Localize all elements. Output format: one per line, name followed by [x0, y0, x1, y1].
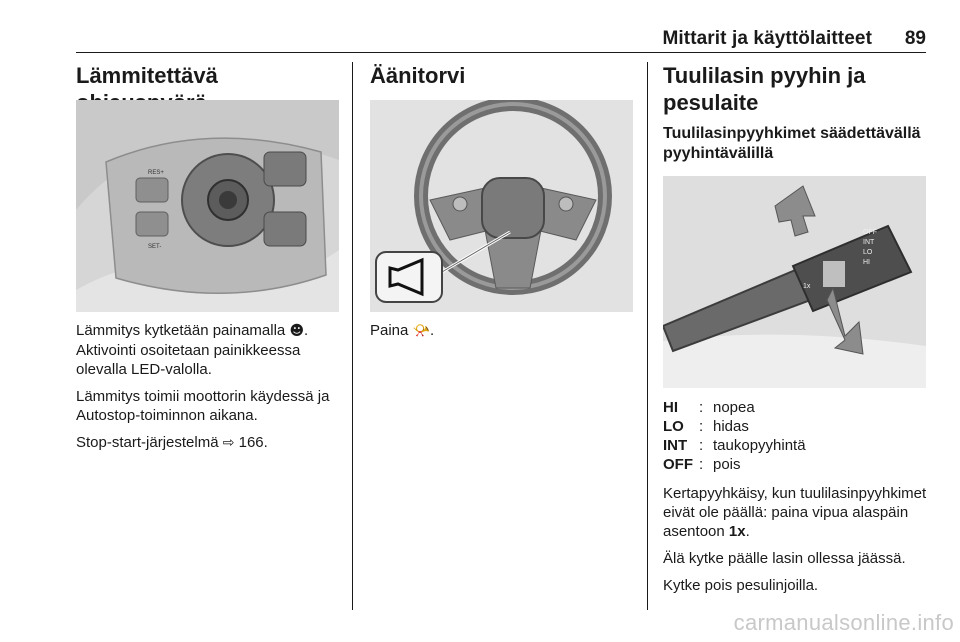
header-rule [76, 52, 926, 53]
horn-instruction: Paina 📯. [370, 322, 435, 339]
position-value: pois [713, 456, 741, 473]
position-value: taukopyyhintä [713, 437, 806, 454]
wiper-positions-list: HI : nopea LO : hidas INT : taukopyyhintä OFF : pois [663, 398, 933, 474]
watermark: carmanualsonline.info [733, 610, 954, 635]
page-number: 89 [904, 28, 926, 49]
frozen-glass-warning: Älä kytke päälle lasin ollessa jäässä. [663, 550, 906, 567]
lever-off-label: OFF [863, 229, 877, 236]
heated-wheel-icon: ☻ [289, 323, 305, 339]
steering-wheel-controls-illustration [76, 100, 339, 312]
position-key: HI [663, 399, 678, 416]
lever-1x-label: 1x [803, 283, 811, 290]
position-key: INT [663, 437, 688, 454]
set-label: SET- [148, 244, 162, 250]
position-value: hidas [713, 418, 749, 435]
column-divider [352, 62, 353, 610]
figure-steering-wheel-horn [370, 100, 633, 312]
figure-steering-wheel-buttons [76, 100, 339, 312]
single-wipe-instruction: Kertapyyhkäisy, kun tuulilasinpyyhkimet eivät ole päällä: paina vipua alaspäin asentoon 1x. [663, 485, 927, 540]
position-key: OFF [663, 456, 693, 473]
heating-instruction: Lämmitys kytketään painamalla ☻. Aktivointi osoitetaan painikkeessa olevalla LED-valolla. [76, 322, 309, 378]
section-subheading: Tuulilasinpyyhkimet säädettävällä pyyhintävälillä [663, 125, 921, 162]
position-value: nopea [713, 399, 755, 416]
lever-int-label: INT [863, 239, 875, 246]
lever-lo-label: LO [863, 249, 873, 256]
car-wash-note: Kytke pois pesulinjoilla. [663, 577, 819, 594]
column-horn [370, 62, 636, 89]
horn-steering-wheel-illustration [370, 100, 633, 312]
section-heading: Lämmitettävä [76, 63, 218, 88]
res-label: RES+ [148, 170, 164, 176]
column-divider [647, 62, 648, 610]
wiper-lever-illustration [663, 176, 926, 388]
lever-hi-label: HI [863, 259, 870, 266]
stop-start-reference: Stop-start-järjestelmä ⇨ 166. [76, 434, 268, 451]
column3-body [663, 398, 933, 603]
header-title: Mittarit ja käyttölaitteet [662, 28, 872, 49]
position-key: LO [663, 418, 684, 435]
section-heading: Tuulilasin pyyhin ja pesulaite [663, 63, 866, 115]
section-heading: Äänitorvi [370, 63, 466, 88]
column1-body [76, 321, 346, 461]
heating-operation-note: Lämmitys toimii moottorin käydessä ja Autostop-toiminnon aikana. [76, 388, 330, 424]
horn-symbol-icon: 📯 [412, 323, 430, 339]
column-wiper-washer [663, 62, 928, 164]
column2-body [370, 321, 640, 349]
figure-wiper-lever [663, 176, 926, 388]
page-reference-arrow-icon: ⇨ [222, 435, 235, 451]
